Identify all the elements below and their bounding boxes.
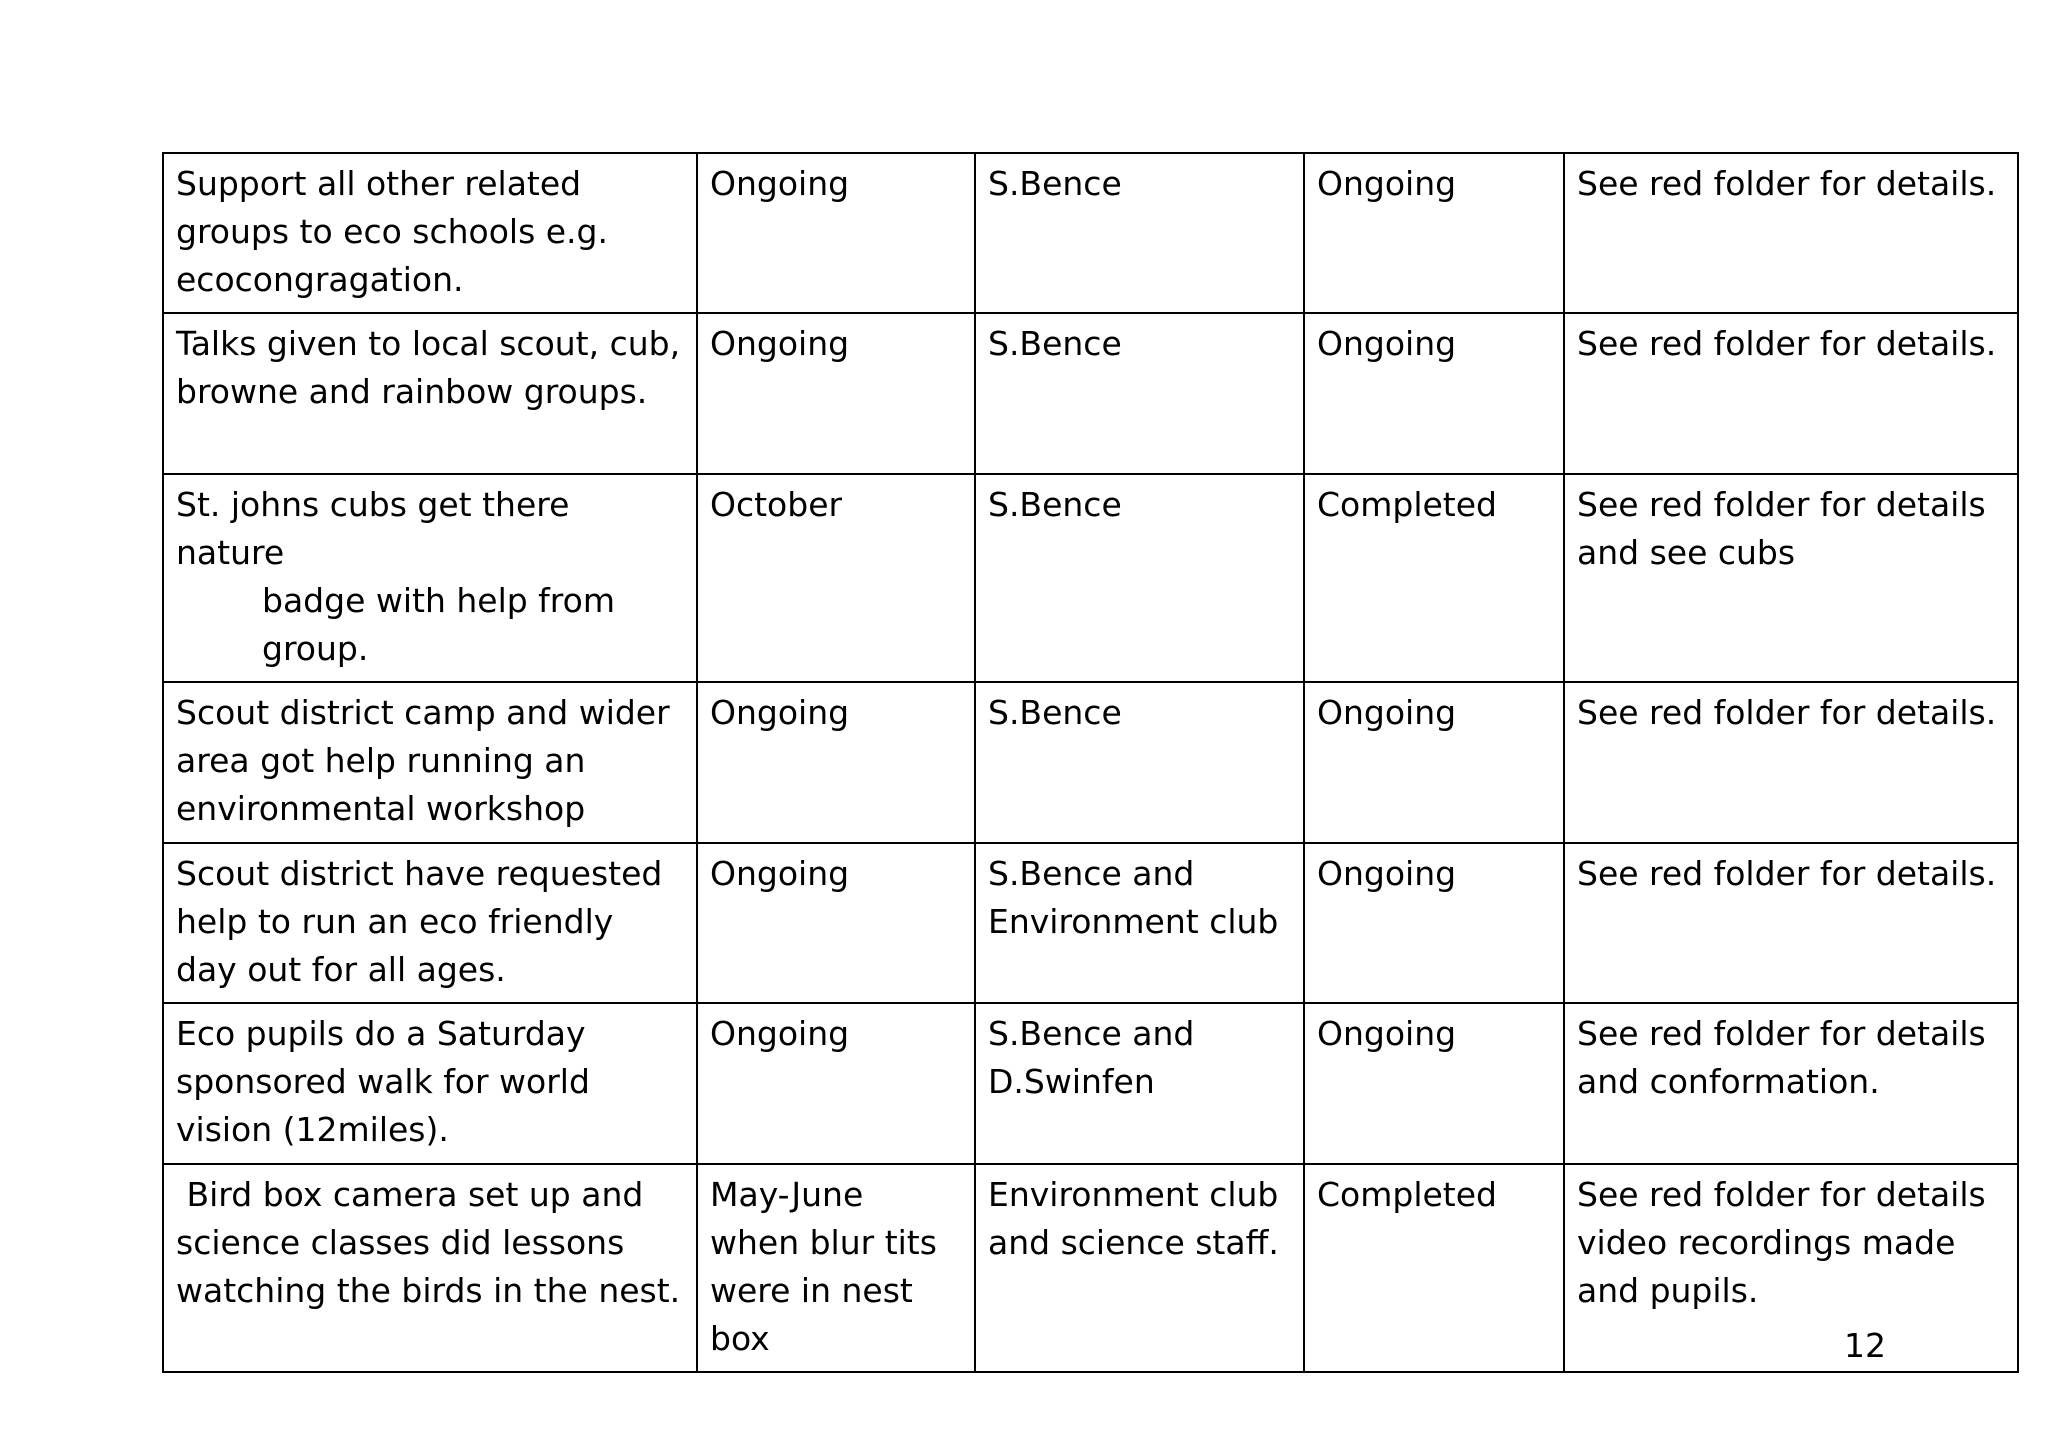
who-text: Environment club and science staff.: [988, 1175, 1289, 1262]
date-cell: [697, 1164, 975, 1372]
who-cell: [975, 474, 1304, 682]
evidence-text: See red folder for details and see cubs: [1577, 485, 1997, 572]
who-cell: [975, 1164, 1304, 1372]
who-text: S.Bence: [988, 485, 1122, 524]
table-row: [163, 474, 2018, 682]
activity-text: Support all other related groups to eco schools e.g. ecocongragation.: [176, 164, 619, 299]
who-text: S.Bence and D.Swinfen: [988, 1014, 1205, 1101]
table-row: [163, 1164, 2018, 1372]
activity-cell: [163, 153, 697, 313]
date-text: Ongoing: [710, 324, 850, 363]
date-text: Ongoing: [710, 854, 850, 893]
table-row: [163, 1003, 2018, 1164]
table-row: [163, 682, 2018, 843]
table-row: [163, 313, 2018, 474]
who-text: S.Bence and Environment club: [988, 854, 1279, 941]
activity-cell: [163, 1164, 697, 1372]
evidence-text: See red folder for details video recordings made and pupils.: [1577, 1175, 1997, 1310]
status-text: Completed: [1317, 485, 1497, 524]
who-cell: [975, 1003, 1304, 1164]
status-cell: [1304, 1164, 1564, 1372]
date-cell: [697, 843, 975, 1003]
status-text: Ongoing: [1317, 324, 1457, 363]
table-row: [163, 843, 2018, 1003]
page-number: 12: [1844, 1326, 1886, 1365]
date-text: Ongoing: [710, 164, 850, 203]
activity-text: Eco pupils do a Saturday sponsored walk for world vision (12miles).: [176, 1014, 601, 1149]
activity-text: Talks given to local scout, cub, browne and rainbow groups.: [176, 324, 691, 411]
date-text: May-June when blur tits were in nest box: [710, 1175, 948, 1358]
activity-text-first-line: St. johns cubs get there nature: [176, 485, 580, 572]
evidence-cell: [1564, 474, 2018, 682]
evidence-cell: [1564, 1003, 2018, 1164]
evidence-text: See red folder for details.: [1577, 854, 1997, 893]
activity-table: [162, 152, 2019, 1373]
evidence-cell: [1564, 153, 2018, 313]
date-cell: [697, 474, 975, 682]
status-text: Ongoing: [1317, 693, 1457, 732]
activity-cell: [163, 682, 697, 843]
date-cell: [697, 313, 975, 474]
activity-cell: [163, 474, 697, 682]
evidence-text: See red folder for details.: [1577, 693, 1997, 732]
date-cell: [697, 1003, 975, 1164]
evidence-text: See red folder for details and conformation.: [1577, 1014, 1997, 1101]
status-cell: [1304, 474, 1564, 682]
status-cell: [1304, 682, 1564, 843]
who-cell: [975, 153, 1304, 313]
status-cell: [1304, 313, 1564, 474]
evidence-cell: [1564, 843, 2018, 1003]
date-text: Ongoing: [710, 693, 850, 732]
evidence-cell: [1564, 682, 2018, 843]
status-text: Ongoing: [1317, 854, 1457, 893]
activity-cell: [163, 313, 697, 474]
status-cell: [1304, 1003, 1564, 1164]
who-cell: [975, 682, 1304, 843]
status-cell: [1304, 843, 1564, 1003]
evidence-text: See red folder for details.: [1577, 164, 1997, 203]
activity-text: Scout district camp and wider area got help running an environmental workshop: [176, 693, 681, 828]
date-text: Ongoing: [710, 1014, 850, 1053]
who-cell: [975, 843, 1304, 1003]
activity-cell: [163, 1003, 697, 1164]
who-text: S.Bence: [988, 324, 1122, 363]
activity-cell: [163, 843, 697, 1003]
date-cell: [697, 153, 975, 313]
who-text: S.Bence: [988, 164, 1122, 203]
activity-text: Scout district have requested help to run an eco friendly day out for all ages.: [176, 854, 673, 989]
date-cell: [697, 682, 975, 843]
evidence-cell: [1564, 313, 2018, 474]
who-text: S.Bence: [988, 693, 1122, 732]
table-row: [163, 153, 2018, 313]
who-cell: [975, 313, 1304, 474]
date-text: October: [710, 485, 843, 524]
status-cell: [1304, 153, 1564, 313]
status-text: Ongoing: [1317, 1014, 1457, 1053]
activity-text: Bird box camera set up and science classes did lessons watching the birds in the nest.: [176, 1175, 681, 1310]
status-text: Ongoing: [1317, 164, 1457, 203]
evidence-cell: [1564, 1164, 2018, 1372]
status-text: Completed: [1317, 1175, 1497, 1214]
evidence-text: See red folder for details.: [1577, 324, 1997, 363]
activity-text-indented: badge with help from group.: [262, 581, 626, 668]
